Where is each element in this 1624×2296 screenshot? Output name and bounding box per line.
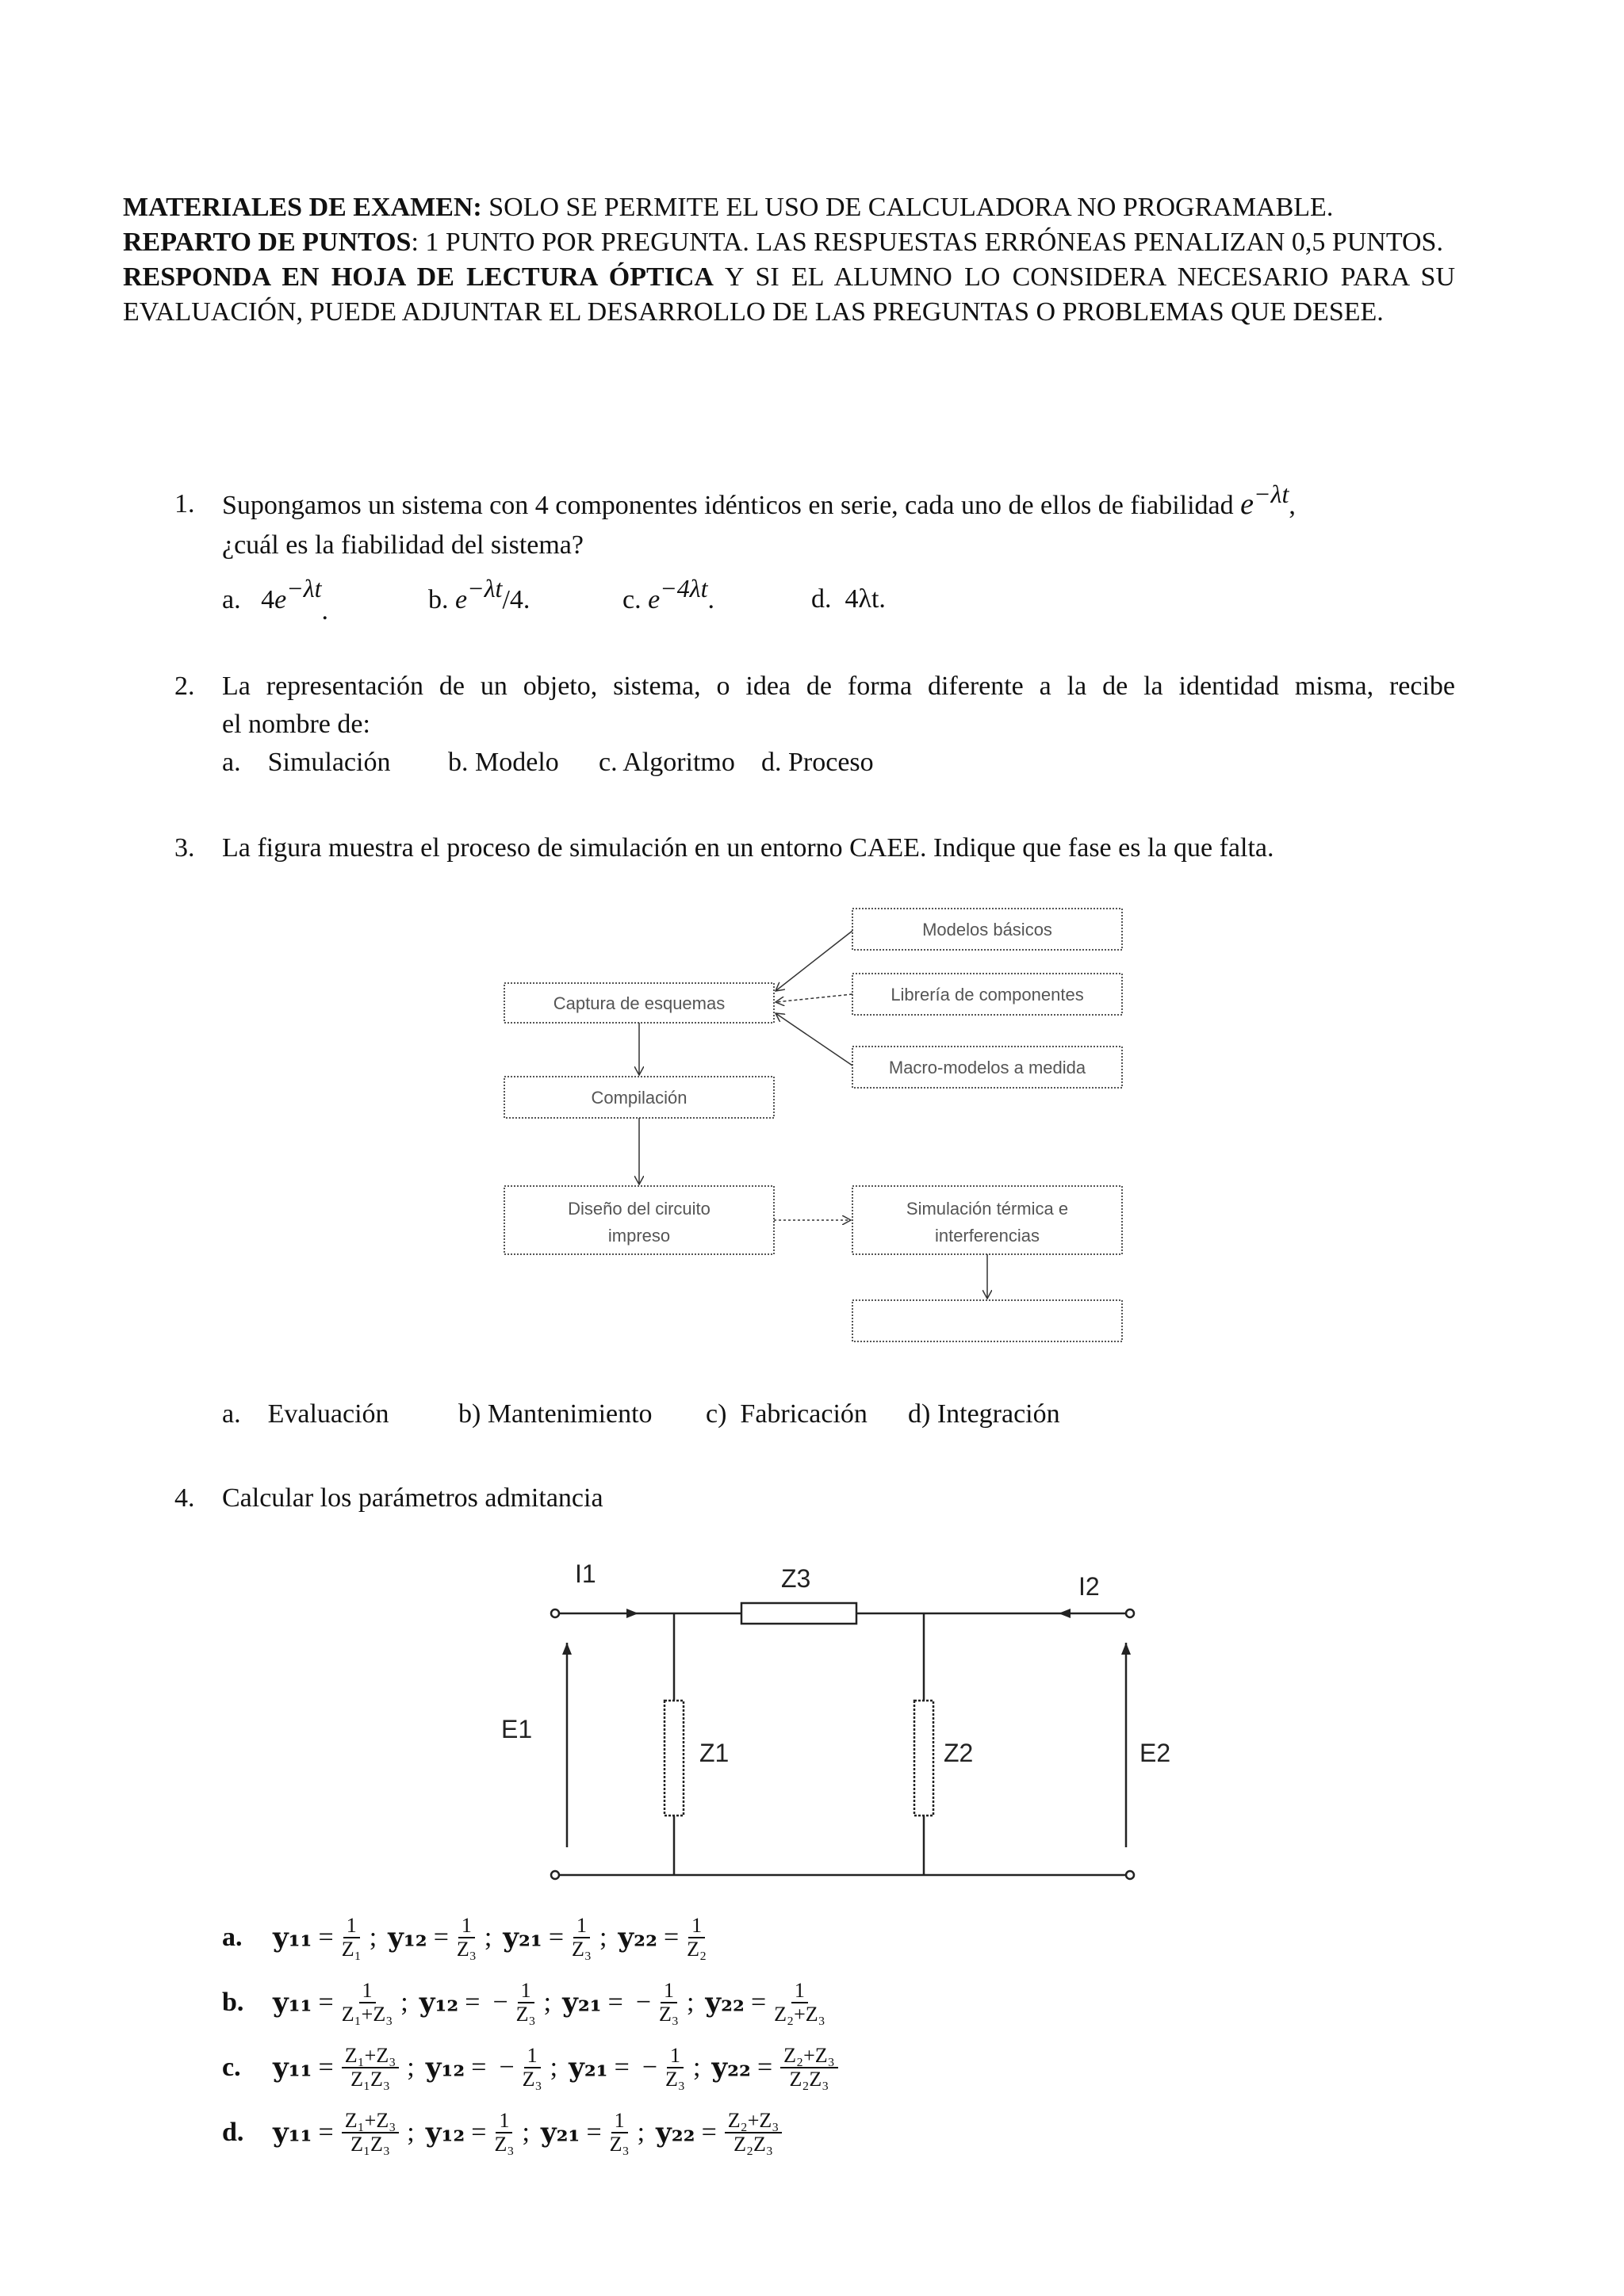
fraction-numerator: Z₁+Z₃ bbox=[342, 2045, 400, 2068]
fraction-numerator: Z₂+Z₃ bbox=[725, 2110, 783, 2133]
equals-sign: = bbox=[663, 1923, 680, 1952]
answer-label: d. bbox=[222, 2118, 244, 2147]
option-a: a. 4e−λt. bbox=[222, 574, 329, 626]
question-text: La representación de un objeto, sistema, o idea de forma diferente a la de la identidad misma, recibe bbox=[222, 672, 1455, 701]
label-z3: Z3 bbox=[781, 1564, 811, 1593]
terminal-top-right bbox=[1126, 1609, 1134, 1617]
terminal-bottom-right bbox=[1126, 1871, 1134, 1879]
separator: ; bbox=[692, 2053, 701, 2082]
equals-sign: = bbox=[471, 2053, 487, 2082]
admittance-fraction bbox=[725, 2110, 783, 2156]
option-a: a. Evaluación bbox=[222, 1399, 389, 1429]
impedance-z2 bbox=[914, 1701, 933, 1816]
admittance-symbol: y₁₁ bbox=[273, 1922, 312, 1954]
equals-sign: = bbox=[318, 1988, 334, 2017]
points-text: : 1 PUNTO POR PREGUNTA. LAS RESPUESTAS ERRÓNEAS PENALIZAN 0,5 PUNTOS. bbox=[411, 228, 1443, 257]
label-simulacion-line1: Simulación térmica e bbox=[906, 1199, 1069, 1219]
label-e2: E2 bbox=[1139, 1739, 1171, 1767]
minus-sign: − bbox=[499, 2053, 515, 2082]
question-number: 1. bbox=[174, 489, 195, 519]
impedance-z1 bbox=[665, 1701, 684, 1816]
admittance-fraction bbox=[610, 2110, 630, 2156]
admittance-fraction bbox=[342, 2045, 400, 2091]
admittance-fraction bbox=[342, 1915, 362, 1961]
two-port-circuit bbox=[492, 1554, 1171, 1887]
option-c: c. e−4λt. bbox=[622, 574, 715, 614]
option-b: b. e−λt/4. bbox=[428, 574, 530, 614]
question-4 bbox=[123, 1479, 1455, 1519]
header-materials bbox=[123, 190, 1455, 225]
label-macro: Macro-modelos a medida bbox=[888, 1058, 1086, 1077]
separator: ; bbox=[637, 2118, 645, 2147]
admittance-fraction bbox=[665, 2045, 685, 2091]
question-3 bbox=[123, 829, 1455, 877]
admittance-symbol: y₁₁ bbox=[273, 1987, 312, 2019]
admittance-symbol: y₂₂ bbox=[618, 1922, 657, 1954]
materials-label: MATERIALES DE EXAMEN: bbox=[123, 193, 482, 222]
answer-sheet-text: Y SI EL ALUMNO LO CONSIDERA NECESARIO PARA SU EVALUACIÓN, PUEDE ADJUNTAR EL DESARROLLO DE LAS PREGUNTAS O PROBLEMAS QUE DESEE. bbox=[123, 262, 1455, 327]
header-points bbox=[123, 225, 1455, 260]
equals-sign: = bbox=[548, 1923, 565, 1952]
label-compilacion: Compilación bbox=[591, 1088, 688, 1108]
option-c: c) Fabricación bbox=[706, 1399, 868, 1429]
separator: ; bbox=[550, 2053, 558, 2082]
separator: ; bbox=[484, 1923, 492, 1952]
separator: ; bbox=[543, 1988, 552, 2017]
equals-sign: = bbox=[614, 2053, 630, 2082]
admittance-symbol: y₁₂ bbox=[425, 2052, 465, 2084]
equals-sign: = bbox=[607, 1988, 623, 2017]
points-label: REPARTO DE PUNTOS bbox=[123, 228, 412, 257]
label-z2: Z2 bbox=[944, 1739, 974, 1767]
fraction-denominator: Z₁ bbox=[341, 1938, 362, 1961]
fraction-numerator: 1 bbox=[359, 1980, 376, 2003]
fraction-numerator: Z₁+Z₃ bbox=[342, 2110, 400, 2133]
admittance-symbol: y₂₁ bbox=[540, 2117, 580, 2149]
admittance-fraction bbox=[659, 1980, 679, 2026]
separator: ; bbox=[686, 1988, 695, 2017]
option-d: d. 4λt. bbox=[811, 584, 886, 614]
fraction-numerator: 1 bbox=[661, 1980, 677, 2003]
separator: ; bbox=[599, 1923, 607, 1952]
equals-sign: = bbox=[318, 1923, 334, 1952]
fraction-denominator: Z₃ bbox=[522, 2068, 542, 2091]
fraction-denominator: Z₃ bbox=[572, 1938, 592, 1961]
fraction-denominator: Z₂Z₃ bbox=[733, 2133, 773, 2156]
separator: ; bbox=[407, 2053, 415, 2082]
question-2 bbox=[123, 668, 1455, 794]
fraction-denominator: Z₂ bbox=[687, 1938, 707, 1961]
fraction-numerator: 1 bbox=[688, 1915, 705, 1938]
answer-option bbox=[222, 2110, 783, 2156]
question-number: 4. bbox=[174, 1483, 195, 1513]
reliability-exponent: −λt bbox=[1254, 480, 1289, 508]
admittance-fraction bbox=[457, 1915, 477, 1961]
impedance-z3 bbox=[741, 1603, 856, 1624]
admittance-symbol: y₂₁ bbox=[503, 1922, 542, 1954]
admittance-fraction bbox=[494, 2110, 514, 2156]
fraction-denominator: Z₃ bbox=[665, 2068, 685, 2091]
terminal-top-left bbox=[551, 1609, 559, 1617]
question-number: 2. bbox=[174, 672, 195, 701]
admittance-fraction bbox=[523, 2045, 542, 2091]
question-text-line2: ¿cuál es la fiabilidad del sistema? bbox=[222, 530, 584, 560]
equals-sign: = bbox=[471, 2118, 487, 2147]
fraction-denominator: Z₃ bbox=[515, 2003, 536, 2026]
answer-option bbox=[222, 2045, 840, 2091]
fraction-numerator: 1 bbox=[791, 1980, 808, 2003]
fraction-numerator: 1 bbox=[667, 2045, 684, 2068]
equals-sign: = bbox=[318, 2118, 334, 2147]
label-i1: I1 bbox=[575, 1559, 596, 1588]
equals-sign: = bbox=[756, 2053, 773, 2082]
fraction-numerator: 1 bbox=[573, 1915, 590, 1938]
admittance-fraction bbox=[516, 1980, 536, 2026]
equals-sign: = bbox=[586, 2118, 602, 2147]
admittance-symbol: y₂₂ bbox=[705, 1987, 745, 2019]
label-e1: E1 bbox=[501, 1715, 533, 1743]
admittance-symbol: y₂₁ bbox=[562, 1987, 602, 2019]
fraction-denominator: Z₁Z₃ bbox=[350, 2133, 390, 2156]
option-b: b. Modelo bbox=[448, 748, 559, 777]
admittance-symbol: y₁₂ bbox=[419, 1987, 459, 2019]
label-modelos: Modelos básicos bbox=[922, 920, 1052, 939]
separator: ; bbox=[522, 2118, 530, 2147]
reliability-e: e bbox=[1240, 488, 1254, 521]
label-i2: I2 bbox=[1078, 1572, 1100, 1601]
option-a: a. Simulación bbox=[222, 748, 391, 777]
header-answer-sheet bbox=[123, 260, 1455, 330]
fraction-denominator: Z₂Z₃ bbox=[789, 2068, 829, 2091]
admittance-fraction bbox=[342, 1980, 393, 2026]
fraction-denominator: Z₂+Z₃ bbox=[774, 2003, 825, 2026]
label-simulacion-line2: interferencias bbox=[934, 1226, 1040, 1246]
exam-header bbox=[123, 190, 1455, 330]
fraction-denominator: Z₃ bbox=[456, 1938, 477, 1961]
materials-text: SOLO SE PERMITE EL USO DE CALCULADORA NO PROGRAMABLE. bbox=[481, 193, 1334, 222]
admittance-fraction bbox=[572, 1915, 592, 1961]
label-z1: Z1 bbox=[699, 1739, 730, 1767]
question-text-line2: el nombre de: bbox=[222, 710, 370, 739]
equals-sign: = bbox=[465, 1988, 481, 2017]
equals-sign: = bbox=[318, 2053, 334, 2082]
terminal-bottom-left bbox=[551, 1871, 559, 1879]
question-4-answers bbox=[123, 1915, 1455, 2256]
minus-sign: − bbox=[635, 1988, 651, 2017]
fraction-numerator: 1 bbox=[518, 1980, 534, 2003]
answer-label: b. bbox=[222, 1988, 244, 2017]
fraction-numerator: 1 bbox=[458, 1915, 475, 1938]
label-diseno-line1: Diseño del circuito bbox=[568, 1199, 710, 1219]
fraction-denominator: Z₃ bbox=[609, 2133, 630, 2156]
fraction-numerator: Z₂+Z₃ bbox=[780, 2045, 838, 2068]
fraction-denominator: Z₁+Z₃ bbox=[341, 2003, 393, 2026]
question-text: Calcular los parámetros admitancia bbox=[222, 1483, 603, 1513]
arrow-libreria-captura bbox=[776, 994, 852, 1002]
admittance-fraction bbox=[774, 1980, 825, 2026]
answer-sheet-label: RESPONDA EN HOJA DE LECTURA ÓPTICA bbox=[123, 262, 714, 292]
admittance-fraction bbox=[342, 2110, 400, 2156]
fraction-denominator: Z₁Z₃ bbox=[350, 2068, 390, 2091]
admittance-symbol: y₂₂ bbox=[711, 2052, 751, 2084]
admittance-symbol: y₁₁ bbox=[273, 2052, 312, 2084]
answer-label: a. bbox=[222, 1923, 243, 1952]
question-text: La figura muestra el proceso de simulación en un entorno CAEE. Indique que fase es la que falta. bbox=[222, 833, 1274, 863]
admittance-fraction bbox=[687, 1915, 707, 1961]
separator: ; bbox=[369, 1923, 377, 1952]
admittance-symbol: y₁₁ bbox=[273, 2117, 312, 2149]
admittance-symbol: y₂₂ bbox=[656, 2117, 695, 2149]
question-1 bbox=[123, 480, 1455, 628]
question-text: Supongamos un sistema con 4 componentes idénticos en serie, cada uno de ellos de fiabilidad e−λt, bbox=[222, 480, 1296, 521]
arrow-modelos-captura bbox=[776, 931, 852, 991]
box-missing-phase bbox=[852, 1300, 1122, 1341]
minus-sign: − bbox=[492, 1988, 508, 2017]
separator: ; bbox=[407, 2118, 415, 2147]
fraction-denominator: Z₃ bbox=[659, 2003, 679, 2026]
answer-option bbox=[222, 1980, 827, 2026]
caee-process-diagram bbox=[492, 896, 1142, 1372]
equals-sign: = bbox=[750, 1988, 767, 2017]
fraction-numerator: 1 bbox=[524, 2045, 541, 2068]
question-3-options bbox=[123, 1395, 1455, 1435]
label-diseno-line2: impreso bbox=[607, 1226, 671, 1246]
admittance-symbol: y₁₂ bbox=[388, 1922, 427, 1954]
admittance-fraction bbox=[780, 2045, 838, 2091]
equals-sign: = bbox=[701, 2118, 717, 2147]
label-libreria: Librería de componentes bbox=[891, 985, 1084, 1004]
fraction-denominator: Z₃ bbox=[494, 2133, 515, 2156]
separator: ; bbox=[400, 1988, 408, 2017]
option-d: d) Integración bbox=[908, 1399, 1060, 1429]
option-c: c. Algoritmo bbox=[599, 748, 735, 777]
answer-label: c. bbox=[222, 2053, 241, 2082]
question-number: 3. bbox=[174, 833, 195, 863]
option-d: d. Proceso bbox=[761, 748, 874, 777]
fraction-numerator: 1 bbox=[343, 1915, 360, 1938]
option-b: b) Mantenimiento bbox=[458, 1399, 653, 1429]
label-captura: Captura de esquemas bbox=[553, 993, 726, 1013]
answer-option bbox=[222, 1915, 708, 1961]
equals-sign: = bbox=[433, 1923, 449, 1952]
arrow-macro-captura bbox=[776, 1013, 852, 1066]
minus-sign: − bbox=[642, 2053, 657, 2082]
fraction-numerator: 1 bbox=[611, 2110, 628, 2133]
admittance-symbol: y₂₁ bbox=[569, 2052, 608, 2084]
admittance-symbol: y₁₂ bbox=[425, 2117, 465, 2149]
fraction-numerator: 1 bbox=[496, 2110, 512, 2133]
